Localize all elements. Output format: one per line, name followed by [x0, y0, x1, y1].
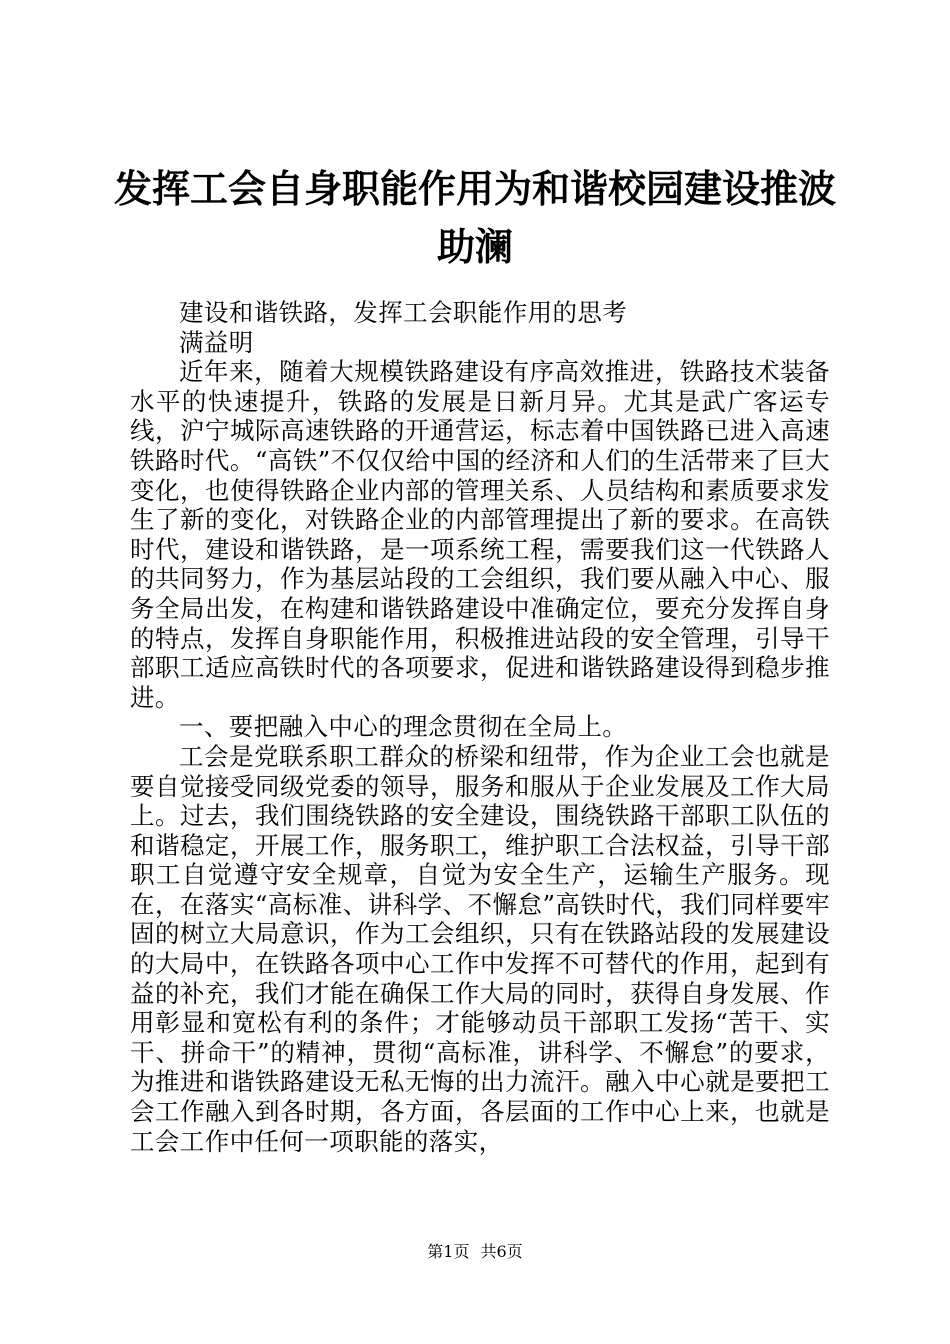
- document-body: [130, 298, 830, 1156]
- paragraph-section-1: 工会是党联系职工群众的桥梁和纽带，作为企业工会也就是要自觉接受同级党委的领导，服务和服从于企业发展及工作大局上。过去，我们围绕铁路的安全建设，围绕铁路干部职工队伍的和谐稳定，开展工作，服务职工，维护职工合法权益，引导干部职工自觉遵守安全规章，自觉为安全生产，运输生产服务。现在，在落实“高标准、讲科学、不懈怠”高铁时代，我们同样要牢固的树立大局意识，作为工会组织，只有在铁路站段的发展建设的大局中，在铁路各项中心工作中发挥不可替代的作用，起到有益的补充，我们才能在确保工作大局的同时，获得自身发展、作用彰显和宽松有利的条件；才能够动员干部职工发扬“苦干、实干、拼命干”的精神，贯彻“高标准，讲科学、不懈怠”的要求，为推进和谐铁路建设无私无悔的出力流汗。融入中心就是要把工会工作融入到各时期，各方面，各层面的工作中心上来，也就是工会工作中任何一项职能的落实，: [130, 741, 830, 1156]
- page-number: 第1页: [427, 1242, 470, 1261]
- section-heading-1: 一、要把融入中心的理念贯彻在全局上。: [179, 712, 628, 742]
- subtitle: 建设和谐铁路，发挥工会职能作用的思考: [179, 298, 628, 327]
- page-total: 共6页: [480, 1242, 523, 1261]
- page-footer: [0, 1242, 950, 1262]
- page-title: 发挥工会自身职能作用为和谐校园建设推波助澜: [113, 167, 836, 269]
- author: 满益明: [179, 327, 254, 357]
- paragraph-intro: 近年来，随着大规模铁路建设有序高效推进，铁路技术装备水平的快速提升，铁路的发展是日新月异。尤其是武广客运专线，沪宁城际高速铁路的开通营运，标志着中国铁路已进入高速铁路时代。“高铁”不仅仅给中国的经济和人们的生活带来了巨大变化，也使得铁路企业内部的管理关系、人员结构和素质要求发生了新的变化，对铁路企业的内部管理提出了新的要求。在高铁时代，建设和谐铁路，是一项系统工程，需要我们这一代铁路人的共同努力，作为基层站段的工会组织，我们要从融入中心、服务全局出发，在构建和谐铁路建设中准确定位，要充分发挥自身的特点，发挥自身职能作用，积极推进站段的安全管理，引导干部职工适应高铁时代的各项要求，促进和谐铁路建设得到稳步推进。: [130, 357, 830, 712]
